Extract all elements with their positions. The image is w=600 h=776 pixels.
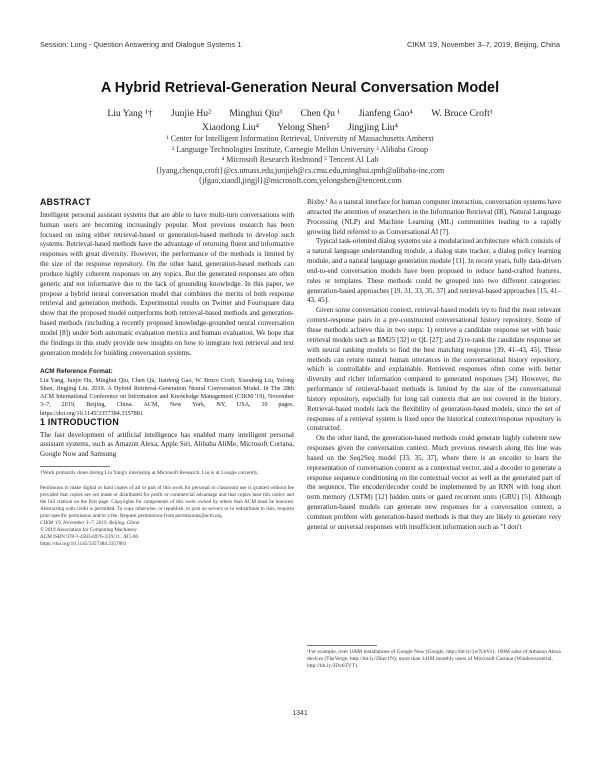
- email-line: {jfgao,xiaodl,jingjl}@microsoft.com,yelongshen@tencent.com: [198, 176, 402, 186]
- footnote-rule: [307, 645, 377, 646]
- abstract-heading: ABSTRACT: [40, 197, 91, 207]
- introduction-text: The fast development of artificial intelligence has enabled many intelligent personal assistant systems, such as Amazon Alexa, Apple Siri, Alibaba AliMe, Microsoft Cortana, Google Now and Samsung: [40, 430, 294, 459]
- affiliations: [40, 134, 560, 187]
- affiliation-line: ⁴ Microsoft Research Redmond ⁵ Tencent AI Lab: [221, 155, 379, 165]
- footnote-1: ¹For example, over 100M installations of Google Now (Google, http://bit.ly/1wTckVs); 100M sales of Amazon Alexa devices (TheVerge, http://bit.ly/2Ibzc1N); more than 141M monthly users of Microsoft Cortana (Windowscentral, http://bit.ly/2Dv6TVT).: [307, 649, 561, 670]
- acm-reference: [40, 368, 294, 418]
- author: Yelong Shen⁵: [277, 122, 330, 133]
- permission-block: [40, 485, 294, 548]
- author: Minghui Qiu³: [229, 108, 283, 119]
- introduction-heading: 1 INTRODUCTION: [40, 416, 119, 427]
- author: Junjie Hu²: [171, 108, 211, 119]
- left-column: [40, 198, 294, 548]
- page-number: 1341: [292, 710, 308, 717]
- author: W. Bruce Croft¹: [431, 108, 493, 119]
- affiliation-line: ¹ Center for Intelligent Information Retrieval, University of Massachusetts Amherst: [166, 134, 434, 143]
- paragraph: Bixby.¹ As a natural interface for human computer interaction, conversation systems have attracted the attention of researchers in the Information Retrieval (IR), Natural Language Processing (NLP) and Machine Learning (ML) communities leading to a rapidly growing field referred to as Conversational AI [7].: [307, 198, 562, 236]
- acm-reference-heading: ACM Reference Format:: [40, 367, 113, 375]
- paragraph: On the other hand, the generation-based methods could generate highly coherent new responses given the conversation context. Much previous research along this line was based on the Seq2Seq model [33, 35, 37], where there is an encoder to learn the representation of conversation context as a contextual vector, and a decoder to generate a response sequence conditioning on the contextual vector as well as the generated part of the sequence. The encoder/decoder could be implemented by an RNN with long short term memory (LSTM) [12] hidden units or gated recurrent units (GRU) [5]. Although generation-based models can generate new responses for a conversation context, a common problem with generation-based methods is that they are likely to generate very general or universal responses with insufficient information such as "I don't: [307, 434, 561, 531]
- footnote-rule: [40, 466, 110, 467]
- author: Chen Qu ¹: [300, 108, 341, 119]
- authors-row-2: [40, 122, 560, 133]
- abstract-text: Intelligent personal assistant systems that are able to have multi-turn conversations with human users are becoming increasingly popular. Most previous research has been focused on using either retrieval-based or generation-based methods to develop such systems. Retrieval-based methods have the advantage of returning fluent and informative responses with great diversity. However, the performance of the methods is limited by the size of the response repository. On the other hand, generation-based methods can produce highly coherent responses on any topics. But the generated responses are often generic and not informative due to the lack of grounding knowledge. In this paper, we propose a hybrid neural conversation model that combines the merits of both response retrieval and generation methods. Experimental results on Twitter and Foursquare data show that the proposed model outperforms both retrieval-based methods and generation-based methods (including a recently proposed knowledge-grounded neural conversation model [8]) under both automatic evaluation metrics and human evaluation. We hope that the findings in this study provide new insights on how to integrate text retrieval and text generation models for building conversation systems.: [40, 210, 294, 357]
- running-header-left: Session: Long - Question Answering and Dialogue Systems 1: [40, 40, 242, 49]
- doi-link[interactable]: https://doi.org/10.1145/3357384.3357881: [40, 541, 127, 548]
- affiliation-line: ² Language Technologies Institute, Carnegie Mellon University ³ Alibaba Group: [171, 144, 429, 154]
- paper-title: A Hybrid Retrieval-Generation Neural Conversation Model: [100, 80, 500, 96]
- running-header-right: CIKM '19, November 3–7, 2019, Beijing, China: [406, 40, 560, 49]
- paragraph: Typical task-oriented dialog systems use a modularized architecture which consists of a natural language understanding module, a dialog state tracker, a dialog policy learning module, and a natural language generation module [11]. In recent years, fully data-driven end-to-end conversation models have been proposed to reduce hand-crafted features, rules or templates. These methods could be grouped into two different categories: generation-based approaches [19, 31, 33, 35, 37] and retrieval-based approaches [15, 41–43, 45].: [307, 237, 561, 305]
- author: Jingjing Liu⁴: [347, 122, 398, 133]
- author: Xiaodong Liu⁴: [202, 122, 259, 133]
- right-footnote-block: [307, 639, 561, 671]
- venue-line: CIKM '19, November 3–7, 2019, Beijing, China: [40, 520, 140, 527]
- copyright-line: © 2019 Association for Computing Machinery.: [40, 527, 138, 534]
- acm-reference-text: Liu Yang, Junjie Hu, Minghui Qiu, Chen Qu, Jianfeng Gao, W. Bruce Croft, Xiaodong Liu, Yelong Shen, Jingjing Liu. 2019. A Hybrid Retrieval-Generation Neural Conversation Model. In The 28th ACM International Conference on Information and Knowledge Management (CIKM '19), November 3–7, 2019, Beijing, China. ACM, New York, NY, USA, 10 pages. https://doi.org/10.1145/3357384.3357881: [40, 376, 294, 417]
- permission-text: Permission to make digital or hard copies of all or part of this work for personal or classroom use is granted without fee provided that copies are not made or distributed for profit or commercial advantage and that copies bear this notice and the full citation on the first page. Copyrights for components of this work owned by others than ACM must be honored. Abstracting with credit is permitted. To copy otherwise, or republish, to post on servers or to redistribute to lists, requires prior specific permission and/or a fee. Request permissions from permissions@acm.org.: [40, 485, 294, 520]
- paragraph: Given some conversation context, retrieval-based models try to find the most relevant context-response pairs in a pre-constructed conversational history repository. Some of these methods achieve this in two steps: 1) retrieve a candidate response set with basic retrieval models such as BM25 [32] or QL [27]; and 2) re-rank the candidate response set with neural ranking models to find the best matching response [39, 41–43, 45]. These methods can return natural human utterances in the conversational history repository, which is controllable and explainable. Retrieved responses often come with better diversity and richer information compared to generated responses [34]. However, the performance of retrieval-based methods is limited by the size of the conversational history repository, especially for long tail contexts that are not covered in the history. Retrieval-based models lack the flexibility of generation-based models, since the set of responses of a retrieval system is fixed once the historical context/response repository is constructed.: [307, 306, 561, 433]
- authors-row-1: [40, 108, 560, 119]
- author: Liu Yang ¹†: [107, 108, 153, 119]
- email-line: {lyang,chenqu,croft}@cs.umass.edu,junjieh@cs.cmu.edu,minghui.qmh@alibaba-inc.com: [155, 165, 445, 175]
- author-footnote: †Work primarily done during Liu Yang's internship at Microsoft Research. Liu is at Google currently.: [40, 470, 259, 477]
- isbn-line: ACM ISBN 978-1-4503-6976-3/19/11...$15.00: [40, 534, 139, 541]
- author: Jianfeng Gao⁴: [358, 108, 413, 119]
- right-column: [307, 198, 561, 533]
